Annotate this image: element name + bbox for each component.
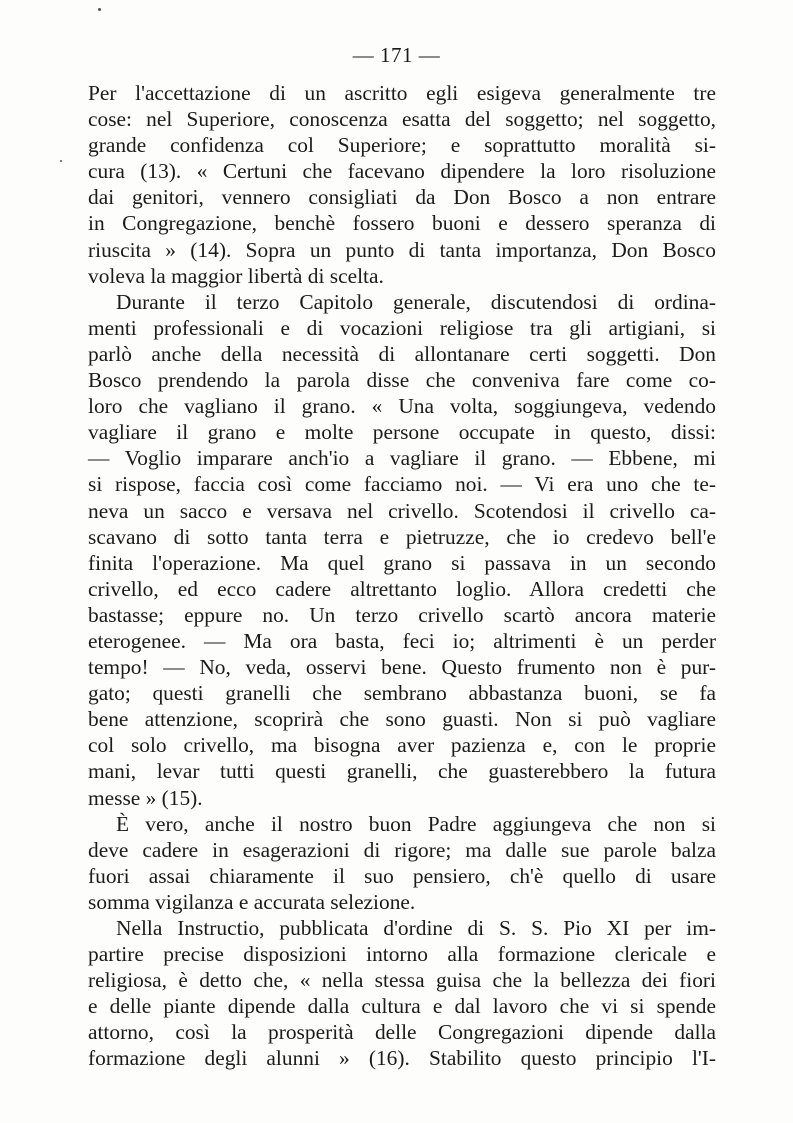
text-line: riuscita » (14). Sopra un punto di tanta importanza, Don Bosco [88,237,716,262]
text-line: È vero, anche il nostro buon Padre aggiungeva che non si [116,811,716,836]
text-line: somma vigilanza e accurata selezione. [88,889,416,914]
text-line: fuori assai chiaramente il suo pensiero, ch'è quello di usare [88,863,716,888]
text-line: Per l'accettazione di un ascritto egli esigeva generalmente tre [88,81,716,105]
text-line: vagliare il grano e molte persone occupate in questo, dissi: [88,420,716,445]
text-line: Durante il terzo Capitolo generale, discutendosi di ordina- [116,289,716,314]
text-line: — Voglio imparare anch'io a vagliare il grano. — Ebbene, mi [88,446,716,471]
text-line: cose: nel Superiore, conoscenza esatta del soggetto; nel soggetto, [88,107,716,132]
text-line: finita l'operazione. Ma quel grano si passava in un secondo [88,550,716,575]
text-line: bene attenzione, scoprirà che sono guasti. Non si può vagliare [88,707,716,732]
text-line: menti professionali e di vocazioni religiose tra gli artigiani, si [88,315,716,340]
text-line: religiosa, è detto che, « nella stessa guisa che la bellezza dei fiori [88,968,716,993]
body-text [88,80,716,1072]
text-line: tempo! — No, veda, osservi bene. Questo frumento non è pur- [88,655,716,680]
text-line: eterogenee. — Ma ora basta, feci io; altrimenti è un perder [88,628,716,653]
ink-speck [60,160,62,162]
text-line: col solo crivello, ma bisogna aver pazienza e, con le proprie [88,733,716,758]
text-line: partire precise disposizioni intorno alla formazione clericale e [88,942,716,967]
text-line: in Congregazione, benchè fossero buoni e dessero speranza di [88,211,716,236]
text-line: loro che vagliano il grano. « Una volta, soggiungeva, vedendo [88,394,716,419]
text-line: Bosco prendendo la parola disse che conveniva fare come co- [88,368,716,393]
text-line: crivello, ed ecco cadere altrettanto loglio. Allora credetti che [88,576,716,601]
text-line: gato; questi granelli che sembrano abbastanza buoni, se fa [88,681,716,706]
text-line: bastasse; eppure no. Un terzo crivello scartò ancora materie [88,602,716,627]
text-line: parlò anche della necessità di allontanare certi soggetti. Don [88,341,716,366]
text-line: deve cadere in esagerazioni di rigore; ma dalle sue parole balza [88,837,716,862]
text-line: Nella Instructio, pubblicata d'ordine di S. S. Pio XI per im- [116,916,716,940]
ink-speck [98,8,101,11]
text-line: e delle piante dipende dalla cultura e dal lavoro che vi si spende [88,994,716,1019]
text-line: neva un sacco e versava nel crivello. Scotendosi il crivello ca- [88,498,716,523]
text-line: si rispose, faccia così come facciamo noi. — Vi era uno che te- [88,472,716,497]
text-line: scavano di sotto tanta terra e pietruzze, che io credevo bell'e [88,524,716,549]
page-number: — 171 — [352,43,441,67]
text-line: grande confidenza col Superiore; e soprattutto moralità si- [88,133,716,158]
text-line: attorno, così la prosperità delle Congregazioni dipende dalla [88,1020,716,1045]
text-line: messe » (15). [88,785,203,810]
text-line: dai genitori, vennero consigliati da Don Bosco a non entrare [88,185,716,210]
text-line: mani, levar tutti questi granelli, che guasterebbero la futura [88,759,716,784]
text-line: cura (13). « Certuni che facevano dipendere la loro risoluzione [88,159,716,184]
text-line: voleva la maggior libertà di scelta. [88,263,384,288]
text-line: formazione degli alunni » (16). Stabilito questo principio l'I- [88,1046,716,1071]
